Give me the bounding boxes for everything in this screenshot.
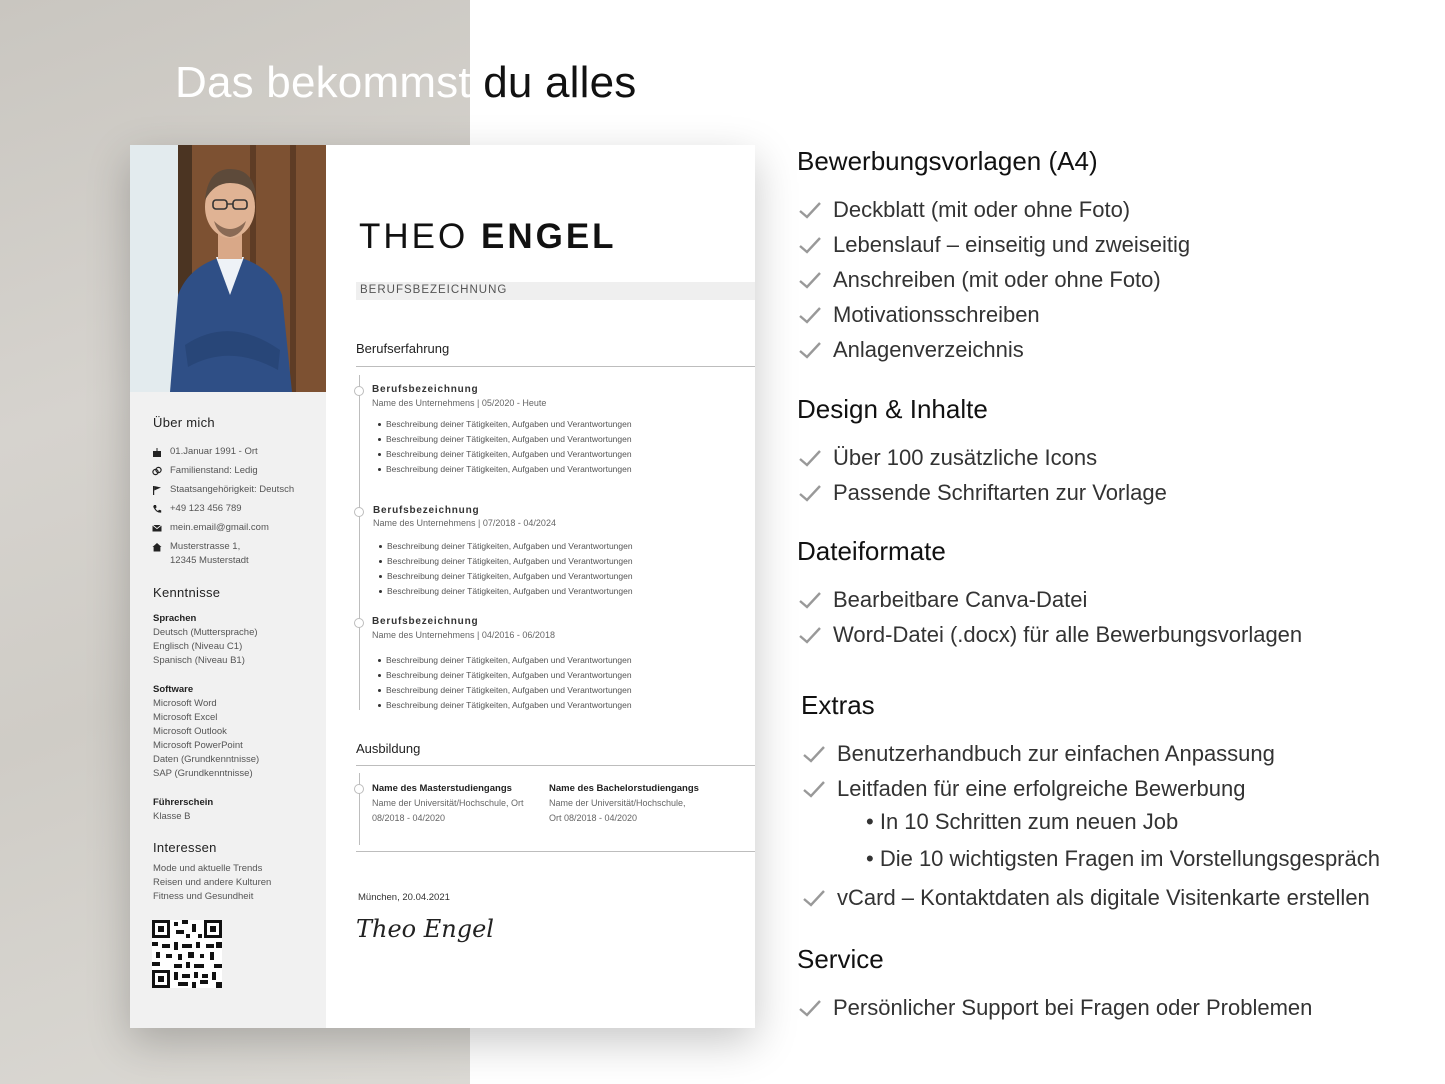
check-icon [798,305,822,325]
experience-timeline [359,375,360,710]
home-icon [152,542,162,552]
interests-title: Interessen [153,840,217,855]
feature-sub-item-label: Die 10 wichtigsten Fragen im Vorstellungsgespräch [879,846,1380,871]
feature-item: Persönlicher Support bei Fragen oder Problemen [833,995,1313,1020]
cv-preview [130,145,755,1028]
section-divider [356,851,755,852]
job-bullet: Beschreibung deiner Tätigkeiten, Aufgaben und Verantwortungen [387,541,633,551]
check-icon [798,590,822,610]
timeline-dot [354,618,364,628]
feature-sub-item-label: In 10 Schritten zum neuen Job [879,809,1179,834]
language-item: Spanisch (Niveau B1) [153,655,245,666]
feature-item: Anschreiben (mit oder ohne Foto) [833,267,1161,292]
feature-item: Benutzerhandbuch zur einfachen Anpassung [837,741,1275,766]
feature-item: Leitfaden für eine erfolgreiche Bewerbung [837,776,1246,801]
feature-item: Deckblatt (mit oder ohne Foto) [833,197,1131,222]
check-icon [802,744,826,764]
headline-part-1: Das bekommst [175,58,471,107]
master-university: Name der Universität/Hochschule, Ort [372,798,524,808]
group-title-service: Service [797,944,884,974]
experience-title: Berufserfahrung [356,341,450,356]
group-title-templates: Bewerbungsvorlagen (A4) [797,146,1098,176]
date-place: München, 20.04.2021 [358,892,450,903]
feature-item: vCard – Kontaktdaten als digitale Visitenkarte erstellen [837,885,1370,910]
software-item: Daten (Grundkenntnisse) [153,754,260,765]
interest-item: Fitness und Gesundheit [153,891,254,902]
feature-item: Motivationsschreiben [833,302,1040,327]
job-entry-title: Berufsbezeichnung [372,616,479,627]
signature: Theo Engel [356,915,494,943]
section-divider [356,366,755,367]
feature-item: Lebenslauf – einseitig und zweiseitig [833,232,1191,257]
bachelor-name: Name des Bachelorstudiengangs [549,783,699,794]
skills-title: Kenntnisse [153,585,221,600]
software-title: Software [153,684,194,695]
job-bullet: Beschreibung deiner Tätigkeiten, Aufgaben und Verantwortungen [387,571,633,581]
job-bullet: Beschreibung deiner Tätigkeiten, Aufgaben und Verantwortungen [386,464,632,474]
job-entry-meta: Name des Unternehmens | 05/2020 - Heute [372,398,547,408]
job-title: BERUFSBEZEICHNUNG [360,284,508,296]
software-item: SAP (Grundkenntnisse) [153,768,253,779]
mail-icon [152,523,162,533]
master-name: Name des Masterstudiengangs [372,783,512,794]
birthday-cake-icon [152,447,162,457]
check-icon [798,998,822,1018]
job-bullet: Beschreibung deiner Tätigkeiten, Aufgaben und Verantwortungen [386,655,632,665]
job-entry-meta: Name des Unternehmens | 04/2016 - 06/2018 [372,630,555,640]
master-date: 08/2018 - 04/2020 [372,813,446,823]
flag-icon [152,485,162,495]
check-icon [798,448,822,468]
job-entry-meta: Name des Unternehmens | 07/2018 - 04/2024 [373,518,556,528]
job-bullet: Beschreibung deiner Tätigkeiten, Aufgaben und Verantwortungen [386,434,632,444]
about-city: 12345 Musterstadt [170,555,249,566]
job-bullet: Beschreibung deiner Tätigkeiten, Aufgaben und Verantwortungen [387,586,633,596]
license-title: Führerschein [153,797,214,808]
bachelor-university: Name der Universität/Hochschule, [549,798,686,808]
profile-photo [130,145,326,392]
license-value: Klasse B [153,811,191,822]
job-bullet: Beschreibung deiner Tätigkeiten, Aufgaben und Verantwortungen [386,670,632,680]
job-bullet: Beschreibung deiner Tätigkeiten, Aufgaben und Verantwortungen [387,556,633,566]
group-title-extras: Extras [801,690,875,720]
check-icon [798,625,822,645]
feature-item: Word-Datei (.docx) für alle Bewerbungsvorlagen [833,622,1303,647]
about-nationality: Staatsangehörigkeit: Deutsch [170,484,295,495]
about-marital-status: Familienstand: Ledig [170,465,258,476]
headline-part-2: du alles [483,58,637,107]
feature-sub-item: • Die 10 wichtigsten Fragen im Vorstellungsgespräch [866,846,1380,871]
headline [175,58,637,108]
language-item: Deutsch (Muttersprache) [153,627,258,638]
check-icon [798,483,822,503]
about-birthdate: 01.Januar 1991 - Ort [170,446,258,457]
job-bullet: Beschreibung deiner Tätigkeiten, Aufgaben und Verantwortungen [386,685,632,695]
interest-item: Reisen und andere Kulturen [153,877,272,888]
check-icon [798,270,822,290]
check-icon [798,235,822,255]
timeline-dot [354,507,364,517]
job-entry-title: Berufsbezeichnung [373,505,480,516]
software-item: Microsoft Excel [153,712,218,723]
about-title: Über mich [153,415,215,430]
check-icon [798,340,822,360]
first-name: THEO [359,217,469,256]
software-item: Microsoft Outlook [153,726,227,737]
rings-icon [152,466,162,476]
software-item: Microsoft Word [153,698,217,709]
software-item: Microsoft PowerPoint [153,740,243,751]
feature-item: Bearbeitbare Canva-Datei [833,587,1088,612]
feature-item: Passende Schriftarten zur Vorlage [833,480,1167,505]
about-street: Musterstrasse 1, [170,541,241,552]
job-entry-title: Berufsbezeichnung [372,384,479,395]
feature-item: Anlagenverzeichnis [833,337,1024,362]
languages-title: Sprachen [153,613,197,624]
education-title: Ausbildung [356,741,421,756]
timeline-dot [354,784,364,794]
language-item: Englisch (Niveau C1) [153,641,243,652]
check-icon [802,779,826,799]
timeline-dot [354,386,364,396]
feature-sub-item: • In 10 Schritten zum neuen Job [866,809,1179,834]
qr-code-icon [152,920,222,988]
bachelor-date: Ort 08/2018 - 04/2020 [549,813,638,823]
phone-icon [152,504,162,514]
check-icon [802,888,826,908]
job-bullet: Beschreibung deiner Tätigkeiten, Aufgaben und Verantwortungen [386,700,632,710]
interest-item: Mode und aktuelle Trends [153,863,263,874]
group-title-formats: Dateiformate [797,536,946,566]
check-icon [798,200,822,220]
last-name: ENGEL [480,217,617,256]
job-bullet: Beschreibung deiner Tätigkeiten, Aufgaben und Verantwortungen [386,419,632,429]
about-email: mein.email@gmail.com [170,522,269,533]
feature-item: Über 100 zusätzliche Icons [833,445,1098,470]
section-divider [356,765,755,766]
about-phone: +49 123 456 789 [170,503,242,514]
cv-name [359,217,617,257]
job-bullet: Beschreibung deiner Tätigkeiten, Aufgaben und Verantwortungen [386,449,632,459]
group-title-design: Design & Inhalte [797,394,988,424]
